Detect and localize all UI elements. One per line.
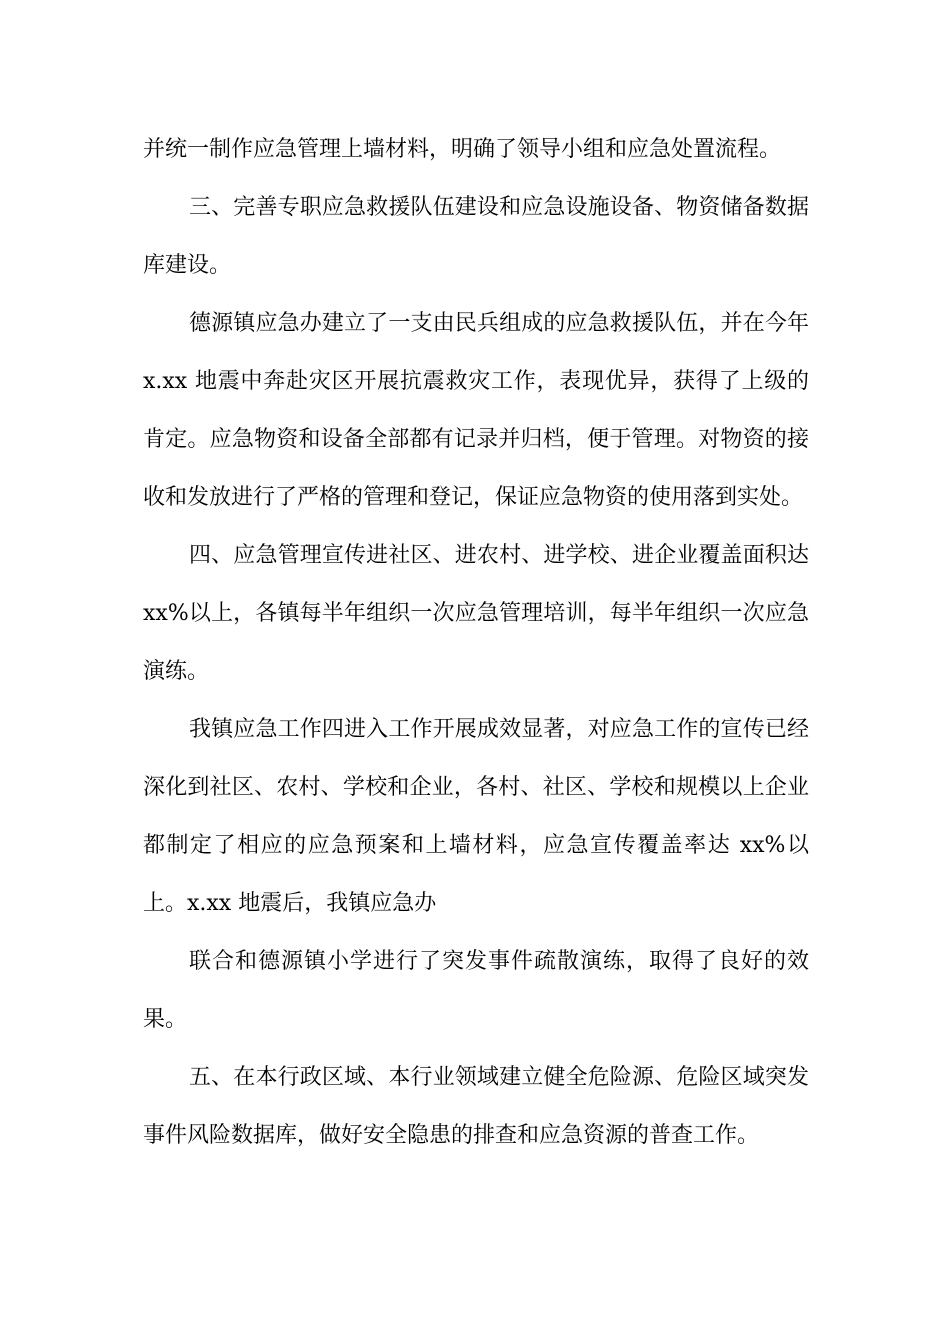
paragraph-heading-four: 四、应急管理宣传进社区、进农村、进学校、进企业覆盖面积达 xx%以上，各镇每半年组织一次应急管理培训，每半年组织一次应急演练。 [143,543,809,684]
paragraph-drill: 联合和德源镇小学进行了突发事件疏散演练，取得了良好的效果。 [143,949,809,1032]
paragraph-heading-three: 三、完善专职应急救援队伍建设和应急设施设备、物资储备数据库建设。 [143,195,809,278]
document-body [143,121,809,1165]
paragraph-heading-five: 五、在本行政区域、本行业领域建立健全危险源、危险区域突发事件风险数据库，做好安全隐患的排查和应急资源的普查工作。 [143,1065,809,1148]
paragraph-continuation: 并统一制作应急管理上墙材料，明确了领导小组和应急处置流程。 [143,137,782,162]
paragraph-rescue-team: 德源镇应急办建立了一支由民兵组成的应急救援队伍，并在今年 x.xx 地震中奔赴灾区开展抗震救灾工作，表现优异，获得了上级的肯定。应急物资和设备全部都有记录并归档，便于管理。对物资的接收和发放进行了严格的管理和登记，保证应急物资的使用落到实处。 [143,311,809,510]
paragraph-publicity: 我镇应急工作四进入工作开展成效显著，对应急工作的宣传已经深化到社区、农村、学校和企业，各村、社区、学校和规模以上企业都制定了相应的应急预案和上墙材料，应急宣传覆盖率达 xx%以上。x.xx 地震后，我镇应急办 [143,717,809,916]
